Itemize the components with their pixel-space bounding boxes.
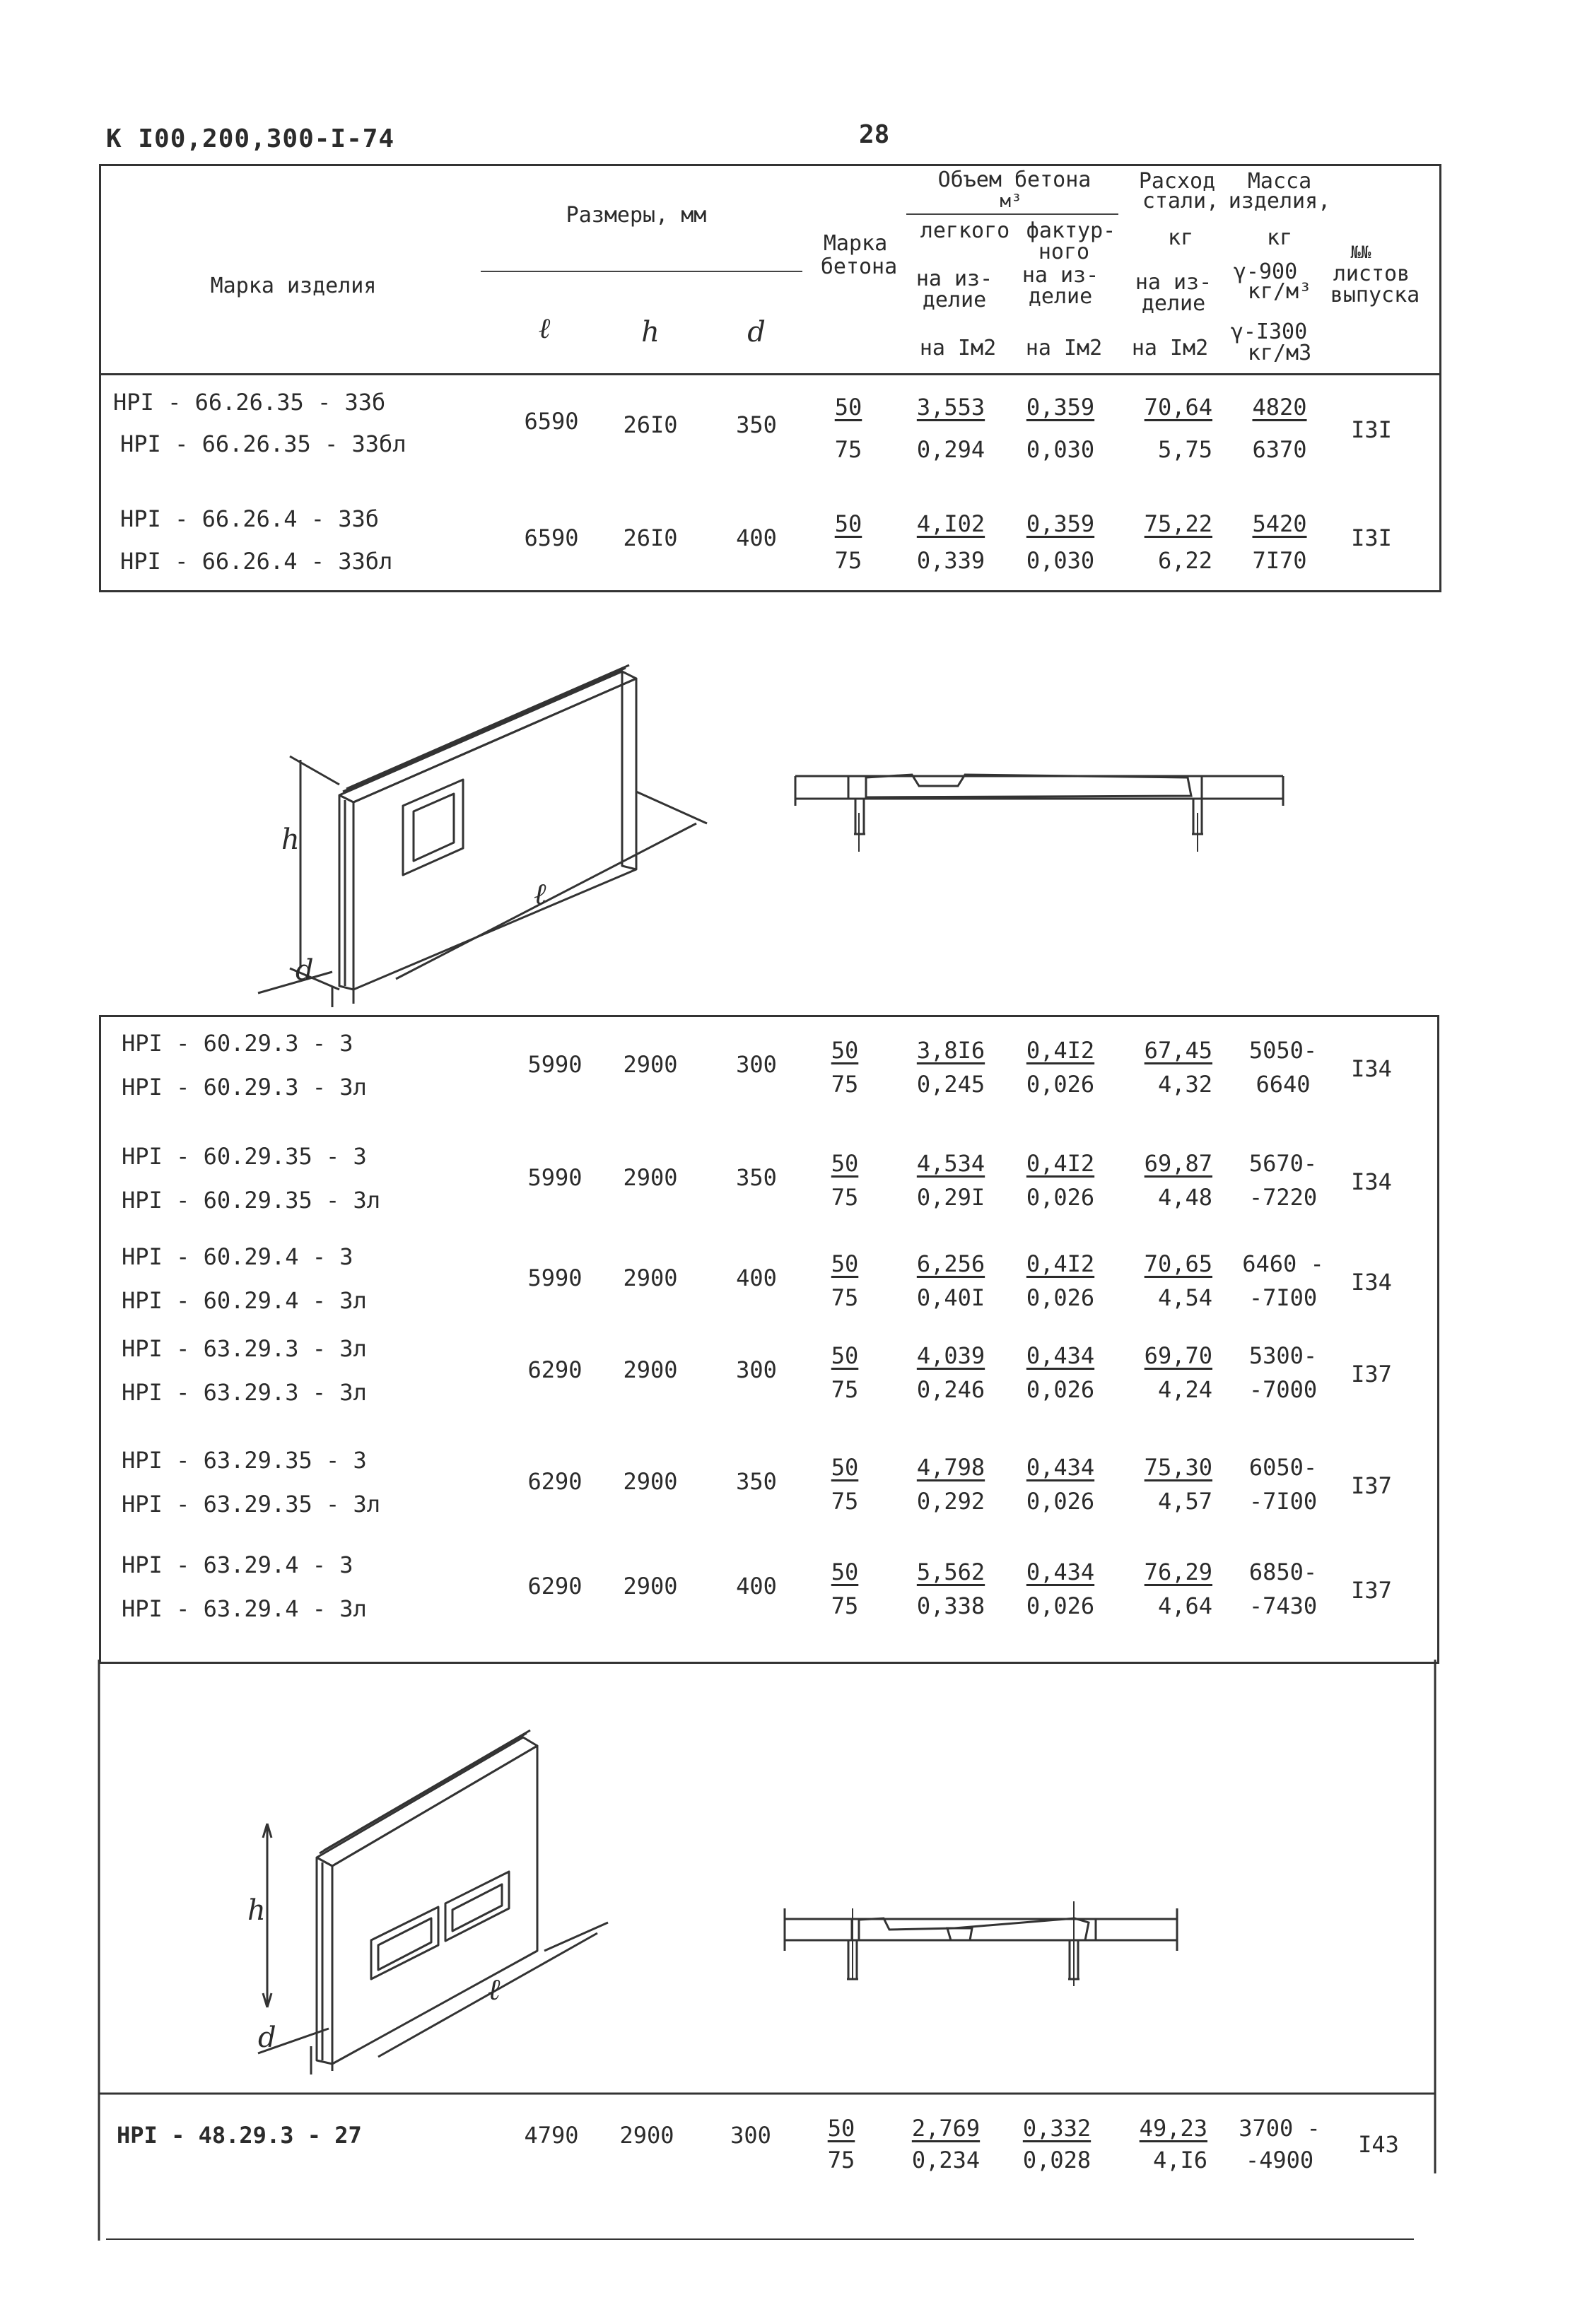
- row-h: 2900: [623, 1264, 678, 1291]
- col-header-mass-2: изделия,: [1228, 189, 1331, 213]
- col-header-steel-per-item-1: на из-: [1135, 270, 1212, 295]
- col-header-sheets-1: №№: [1350, 242, 1371, 262]
- row-d: 300: [736, 1356, 777, 1383]
- row-grade-top: 50: [831, 1342, 859, 1369]
- row-h: 2900: [623, 1164, 678, 1191]
- row-light-top: 3,553: [916, 394, 985, 421]
- col-header-light-per-item-2: делие: [922, 288, 987, 312]
- row-d: 400: [736, 1573, 777, 1600]
- row-fact-top: 0,359: [1026, 510, 1095, 537]
- row-mark: НРI - 60.29.4 - 3л: [122, 1287, 367, 1314]
- row-light-bot: 0,246: [916, 1376, 985, 1403]
- row-light-bot: 0,245: [916, 1071, 985, 1098]
- row-mass-bot: -7I00: [1248, 1284, 1318, 1311]
- row-sheet: I37: [1351, 1472, 1392, 1499]
- section-view-2: [785, 1901, 1177, 1986]
- row-steel-top: 69,70: [1144, 1342, 1212, 1369]
- col-header-light-per-item-1: на из-: [915, 266, 993, 291]
- row-mass-top: 6460 -: [1242, 1250, 1324, 1277]
- row-sheet: I34: [1351, 1269, 1392, 1296]
- row-l: 5990: [527, 1051, 583, 1078]
- row-light-bot: 0,294: [916, 436, 985, 463]
- row-l: 6590: [524, 524, 579, 551]
- col-header-light-per-m2: на Iм2: [919, 336, 997, 360]
- row-sheet: I34: [1351, 1168, 1392, 1195]
- drawing2-label-h: h: [247, 1894, 266, 1927]
- row-l: 6290: [527, 1573, 583, 1600]
- col-header-grade-2: бетона: [820, 254, 898, 279]
- row-mark: НРI - 60.29.4 - 3: [122, 1243, 353, 1270]
- row-sheet: I3I: [1351, 524, 1392, 551]
- row-light-bot: 0,292: [916, 1488, 985, 1515]
- drawing2-label-d: d: [258, 2021, 276, 2054]
- row-mass-bot: -7000: [1248, 1376, 1318, 1403]
- col-header-l: ℓ: [538, 312, 551, 345]
- row-l: 6290: [527, 1468, 583, 1495]
- col-header-light: легкого: [920, 218, 1010, 243]
- row-steel-bot: 4,24: [1157, 1376, 1212, 1403]
- row-mark: НРI - 63.29.3 - 3л: [122, 1379, 367, 1406]
- col-header-fact-per-item-1: на из-: [1022, 263, 1099, 288]
- row-light-bot: 0,234: [911, 2147, 981, 2173]
- row-fact-bot: 0,026: [1026, 1071, 1095, 1098]
- col-header-grade-1: Марка: [823, 231, 888, 256]
- row-mass-bot: 6640: [1256, 1071, 1311, 1098]
- row-fact-top: 0,434: [1026, 1454, 1095, 1481]
- row-steel-bot: 4,54: [1157, 1284, 1212, 1311]
- row-h: 2900: [623, 1468, 678, 1495]
- row-mass-top: 3700 -: [1239, 2115, 1321, 2142]
- row-mark: НРI - 63.29.3 - 3л: [122, 1335, 367, 1362]
- row-mass-bot: -7220: [1248, 1184, 1318, 1211]
- row-mark: НРI - 60.29.3 - 3л: [122, 1074, 367, 1101]
- row-grade-bot: 75: [831, 1071, 859, 1098]
- row-light-top: 6,256: [916, 1250, 985, 1277]
- row-steel-bot: 4,48: [1157, 1184, 1212, 1211]
- col-header-h: h: [641, 316, 660, 348]
- row-l: 6590: [524, 408, 579, 435]
- row-mass-top: 6050-: [1248, 1454, 1318, 1481]
- row-light-top: 3,8I6: [916, 1037, 985, 1064]
- col-header-steel-2: стали,: [1142, 189, 1219, 213]
- row-steel-top: 67,45: [1144, 1037, 1212, 1064]
- row-grade-bot: 75: [831, 1488, 859, 1515]
- col-header-sheets-3: выпуска: [1330, 283, 1420, 307]
- col-header-d: d: [747, 316, 766, 348]
- col-header-facture-1: фактур-: [1026, 218, 1116, 243]
- row-sheet: I3I: [1351, 416, 1392, 443]
- row-fact-top: 0,434: [1026, 1559, 1095, 1585]
- row-steel-bot: 4,I6: [1152, 2147, 1207, 2173]
- row-mark: НРI - 63.29.4 - 3л: [122, 1595, 367, 1622]
- col-header-dimensions: Размеры, мм: [566, 203, 707, 228]
- row-mark: НРI - 60.29.3 - 3: [122, 1030, 353, 1057]
- col-header-mass-kg: кг: [1266, 225, 1293, 250]
- row-sheet: I37: [1351, 1361, 1392, 1387]
- row-fact-bot: 0,028: [1022, 2147, 1092, 2173]
- row-d: 350: [736, 1468, 777, 1495]
- row-mark: НРI - 66.26.4 - 33бл: [120, 548, 393, 575]
- panel-face-2: [332, 1746, 537, 2064]
- row-h: 2900: [623, 1356, 678, 1383]
- row-d: 400: [736, 524, 777, 551]
- row-fact-top: 0,332: [1022, 2115, 1092, 2142]
- row-mass-bot: 6370: [1252, 436, 1307, 463]
- row-mark: НРI - 66.26.4 - 33б: [120, 505, 380, 532]
- row-l: 5990: [527, 1164, 583, 1191]
- row-d: 400: [736, 1264, 777, 1291]
- row-light-top: 4,534: [916, 1150, 985, 1177]
- row-fact-bot: 0,026: [1026, 1184, 1095, 1211]
- row-mass-top: 6850-: [1248, 1559, 1318, 1585]
- row-grade-top: 50: [827, 2115, 855, 2142]
- row-mark: НРI - 66.26.35 - 33б: [113, 389, 386, 416]
- row-d: 300: [736, 1051, 777, 1078]
- row-d: 350: [736, 411, 777, 438]
- row-grade-top: 50: [831, 1037, 859, 1064]
- col-header-fact-per-item-2: делие: [1028, 284, 1093, 309]
- row-sheet: I43: [1358, 2131, 1399, 2158]
- row-grade-bot: 75: [827, 2147, 855, 2173]
- col-header-sheets-2: листов: [1333, 262, 1410, 286]
- row-grade-top: 50: [831, 1250, 859, 1277]
- row-fact-top: 0,4I2: [1026, 1037, 1095, 1064]
- col-header-steel-per-m2: на Iм2: [1131, 336, 1209, 360]
- row-grade-bot: 75: [834, 436, 862, 463]
- row-grade-top: 50: [831, 1150, 859, 1177]
- col-header-gamma-900: γ-900: [1233, 259, 1298, 284]
- row-h: 2900: [619, 2122, 674, 2149]
- row-steel-bot: 4,32: [1157, 1071, 1212, 1098]
- row-mass-top: 4820: [1252, 394, 1307, 421]
- row-h: 2900: [623, 1573, 678, 1600]
- col-header-gamma-1300: γ-I300: [1230, 319, 1308, 344]
- col-header-steel-kg: кг: [1167, 225, 1194, 250]
- row-steel-bot: 4,57: [1157, 1488, 1212, 1515]
- row-light-top: 4,798: [916, 1454, 985, 1481]
- row-light-bot: 0,29I: [916, 1184, 985, 1211]
- row-grade-bot: 75: [831, 1376, 859, 1403]
- row-light-bot: 0,338: [916, 1592, 985, 1619]
- row-fact-bot: 0,026: [1026, 1376, 1095, 1403]
- row-steel-top: 69,87: [1144, 1150, 1212, 1177]
- row-light-top: 4,039: [916, 1342, 985, 1369]
- row-light-top: 4,I02: [916, 510, 985, 537]
- document-code: К I00,200,300-I-74: [106, 124, 395, 153]
- row-l: 4790: [524, 2122, 579, 2149]
- row-steel-bot: 4,64: [1157, 1592, 1212, 1619]
- row-light-top: 5,562: [916, 1559, 985, 1585]
- row-light-top: 2,769: [911, 2115, 981, 2142]
- row-fact-top: 0,4I2: [1026, 1250, 1095, 1277]
- row-mark: НРI - 48.29.3 - 27: [117, 2122, 362, 2149]
- row-fact-top: 0,4I2: [1026, 1150, 1095, 1177]
- row-grade-bot: 75: [831, 1284, 859, 1311]
- col-header-kg-m3: кг/м³: [1247, 279, 1312, 304]
- row-mark: НРI - 63.29.35 - 3: [122, 1447, 367, 1474]
- row-fact-top: 0,434: [1026, 1342, 1095, 1369]
- col-header-fact-per-m2: на Iм2: [1025, 336, 1103, 360]
- row-steel-top: 70,64: [1144, 394, 1212, 421]
- row-light-bot: 0,339: [916, 547, 985, 574]
- row-mass-top: 5420: [1252, 510, 1307, 537]
- col-header-mass-1: Масса: [1247, 169, 1312, 194]
- row-grade-top: 50: [831, 1454, 859, 1481]
- row-sheet: I34: [1351, 1055, 1392, 1082]
- row-h: 2900: [623, 1051, 678, 1078]
- row-d: 350: [736, 1164, 777, 1191]
- row-grade-top: 50: [834, 394, 862, 421]
- row-grade-top: 50: [831, 1559, 859, 1585]
- drawing1-label-l: ℓ: [534, 876, 546, 911]
- row-fact-bot: 0,030: [1026, 547, 1095, 574]
- row-fact-bot: 0,026: [1026, 1592, 1095, 1619]
- row-mass-bot: -7I00: [1248, 1488, 1318, 1515]
- row-d: 300: [730, 2122, 771, 2149]
- row-h: 26I0: [623, 411, 678, 438]
- row-steel-top: 75,22: [1144, 510, 1212, 537]
- row-mark: НРI - 66.26.35 - 33бл: [120, 430, 406, 457]
- row-steel-top: 49,23: [1139, 2115, 1207, 2142]
- row-steel-bot: 6,22: [1157, 547, 1212, 574]
- row-fact-bot: 0,026: [1026, 1488, 1095, 1515]
- drawing2-label-l: ℓ: [488, 1972, 501, 2007]
- col-header-kg-m3-b: кг/м3: [1247, 341, 1312, 365]
- col-header-volume-2: м³: [1000, 191, 1022, 212]
- row-grade-bot: 75: [831, 1184, 859, 1211]
- col-header-facture-2: ного: [1038, 240, 1090, 264]
- row-steel-bot: 5,75: [1157, 436, 1212, 463]
- row-mass-top: 5670-: [1248, 1150, 1318, 1177]
- page-number: 28: [859, 120, 890, 149]
- row-grade-bot: 75: [834, 547, 862, 574]
- row-grade-top: 50: [834, 510, 862, 537]
- row-h: 26I0: [623, 524, 678, 551]
- row-mass-bot: -4900: [1245, 2147, 1314, 2173]
- row-grade-bot: 75: [831, 1592, 859, 1619]
- row-mark: НРI - 63.29.4 - 3: [122, 1551, 353, 1578]
- row-l: 6290: [527, 1356, 583, 1383]
- row-steel-top: 70,65: [1144, 1250, 1212, 1277]
- row-fact-bot: 0,026: [1026, 1284, 1095, 1311]
- drawing1-label-d: d: [295, 954, 314, 987]
- col-header-steel-1: Расход: [1138, 169, 1216, 194]
- col-header-steel-per-item-2: делие: [1141, 291, 1206, 316]
- row-mark: НРI - 63.29.35 - 3л: [122, 1491, 381, 1518]
- row-l: 5990: [527, 1264, 583, 1291]
- row-light-bot: 0,40I: [916, 1284, 985, 1311]
- col-header-product-mark: Марка изделия: [210, 274, 377, 298]
- row-mark: НРI - 60.29.35 - 3: [122, 1143, 367, 1170]
- row-steel-top: 75,30: [1144, 1454, 1212, 1481]
- col-header-volume-1: Объем бетона: [937, 168, 1092, 192]
- row-mass-top: 5300-: [1248, 1342, 1318, 1369]
- row-fact-bot: 0,030: [1026, 436, 1095, 463]
- drawing1-label-h: h: [281, 823, 300, 856]
- row-mass-bot: 7I70: [1252, 547, 1307, 574]
- row-sheet: I37: [1351, 1577, 1392, 1604]
- row-fact-top: 0,359: [1026, 394, 1095, 421]
- row-mark: НРI - 60.29.35 - 3л: [122, 1187, 381, 1214]
- row-mass-top: 5050-: [1248, 1037, 1318, 1064]
- row-steel-top: 76,29: [1144, 1559, 1212, 1585]
- row-mass-bot: -7430: [1248, 1592, 1318, 1619]
